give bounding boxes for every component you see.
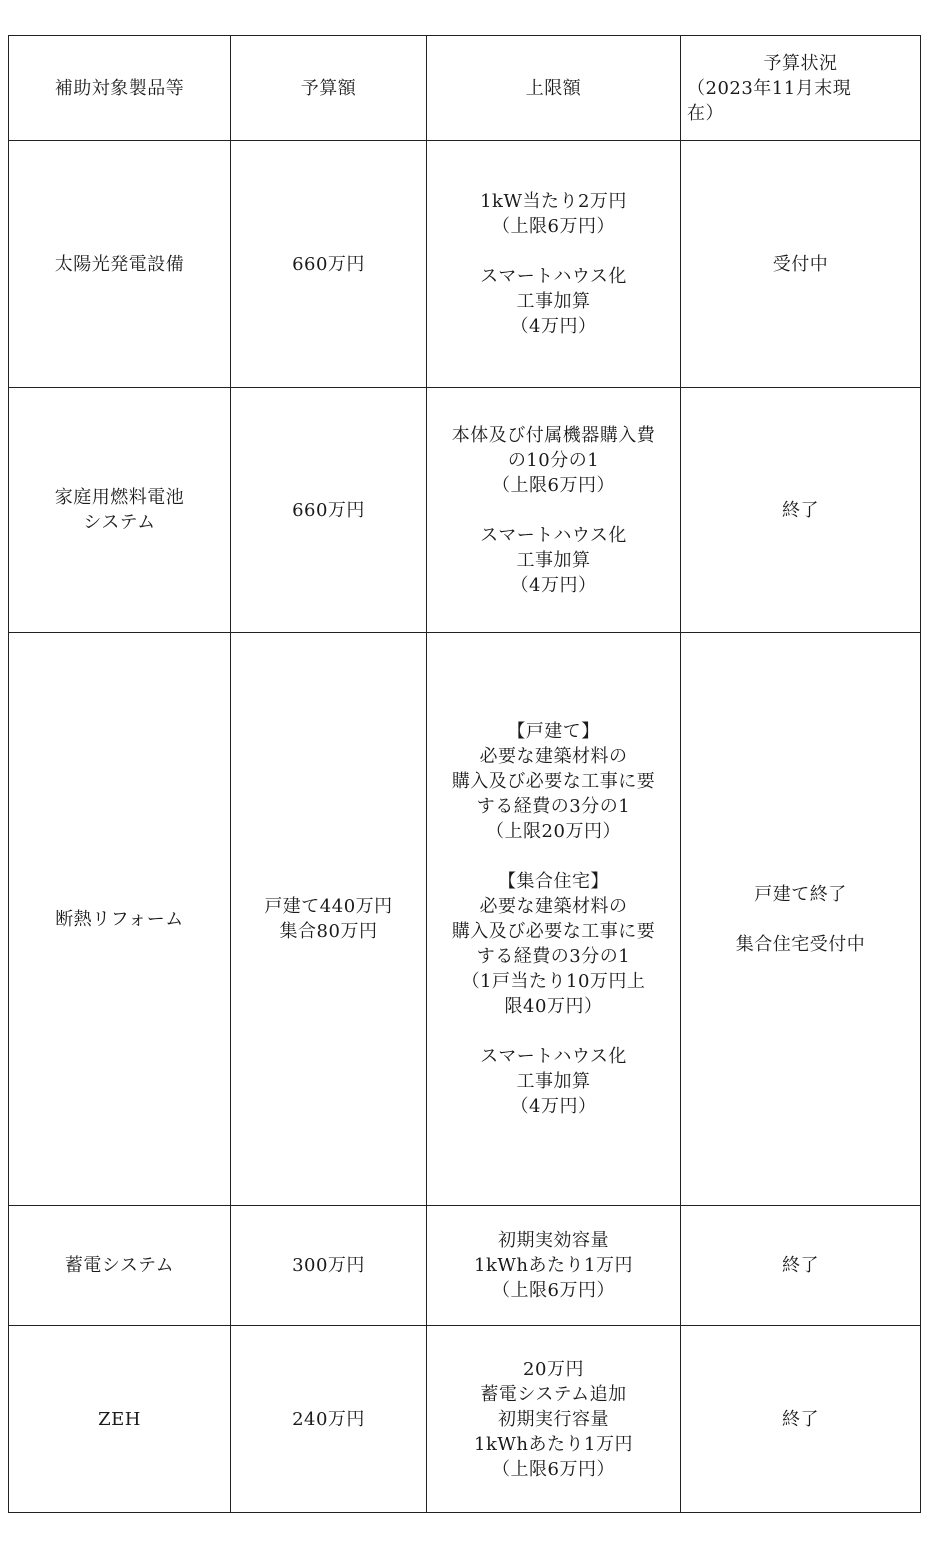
limit-line: する経費の3分の1 [476, 946, 631, 967]
limit-line: 蓄電システム追加 [480, 1383, 627, 1405]
limit-line: スマートハウス化 [480, 1046, 627, 1067]
limit-line: 限40万円） [504, 996, 603, 1017]
header-cell-budget: 予算額 [231, 36, 427, 141]
status-cell-line: 終了 [782, 1408, 819, 1430]
limit-line: 工事加算 [516, 291, 591, 312]
fuel-cell-row [9, 388, 921, 633]
limit-line: 【集合住宅】 [498, 871, 609, 892]
limit-line: （4万円） [510, 574, 597, 596]
limit-line: （4万円） [510, 316, 597, 337]
limit-line: （上限6万円） [492, 1280, 615, 1301]
item-cell [9, 633, 231, 1206]
budget-cell-line: 300万円 [292, 1255, 365, 1276]
status-cell-line: 受付中 [772, 253, 829, 275]
status-cell-line: 終了 [782, 1255, 819, 1276]
limit-line: スマートハウス化 [480, 524, 627, 546]
item-cell [9, 1326, 231, 1513]
subsidy-table [8, 35, 921, 1513]
battery-row [9, 1206, 921, 1326]
limit-cell [427, 633, 681, 1206]
limit-line: 20万円 [523, 1358, 584, 1380]
limit-line: 本体及び付属機器購入費 [451, 424, 656, 446]
header-cell-status [681, 36, 921, 141]
item-cell-line: ZEH [98, 1408, 141, 1430]
solar-row [9, 141, 921, 388]
status-cell [681, 1326, 921, 1513]
limit-line: （上限6万円） [492, 474, 615, 496]
limit-line: 1kWhあたり1万円 [474, 1255, 633, 1276]
limit-line: 工事加算 [516, 549, 591, 571]
limit-cell [427, 1206, 681, 1326]
status-cell-line: 終了 [782, 499, 819, 521]
limit-cell [427, 141, 681, 388]
limit-line: 【戸建て】 [507, 721, 600, 742]
status-cell [681, 388, 921, 633]
limit-line: 必要な建築材料の [479, 746, 628, 767]
budget-cell [231, 1326, 427, 1513]
item-cell [9, 388, 231, 633]
budget-cell [231, 388, 427, 633]
budget-cell [231, 1206, 427, 1326]
item-cell-line: 太陽光発電設備 [54, 253, 185, 275]
budget-cell-line: 660万円 [292, 253, 365, 275]
budget-cell-line: 660万円 [292, 499, 365, 521]
limit-line: （上限6万円） [492, 1458, 615, 1480]
header-cell-limit: 上限額 [427, 36, 681, 141]
status-header-note-line: （2023年11月末現 [687, 77, 852, 99]
item-cell-line: 蓄電システム [64, 1255, 175, 1276]
limit-line: 工事加算 [516, 1071, 591, 1092]
item-cell-line: システム [83, 512, 156, 533]
budget-cell-line: 240万円 [292, 1408, 365, 1430]
item-cell [9, 1206, 231, 1326]
limit-line: 1kW当たり2万円 [480, 191, 627, 212]
limit-line: する経費の3分の1 [476, 796, 631, 817]
limit-line: （4万円） [510, 1096, 597, 1117]
status-cell [681, 141, 921, 388]
limit-line: 必要な建築材料の [479, 896, 628, 917]
limit-line: 購入及び必要な工事に要 [451, 921, 656, 942]
status-header-title: 予算状況 [763, 52, 838, 74]
header-row [9, 36, 921, 141]
budget-cell [231, 633, 427, 1206]
limit-line: （1戸当たり10万円上 [461, 971, 646, 992]
budget-cell-line: 戸建て440万円 [264, 896, 393, 917]
item-cell-line: 家庭用燃料電池 [54, 487, 185, 508]
limit-line: スマートハウス化 [480, 266, 627, 287]
budget-cell [231, 141, 427, 388]
limit-line: 初期実効容量 [498, 1230, 609, 1251]
insulation-row [9, 633, 921, 1206]
limit-line: 購入及び必要な工事に要 [451, 771, 656, 792]
limit-line: の10分の1 [507, 449, 600, 471]
header-cell-item: 補助対象製品等 [9, 36, 231, 141]
limit-cell [427, 388, 681, 633]
status-cell [681, 633, 921, 1206]
budget-cell-line: 集合80万円 [279, 921, 378, 942]
limit-line: 1kWhあたり1万円 [474, 1433, 633, 1455]
status-header-note-line: 在） [687, 102, 724, 124]
limit-line: 初期実行容量 [498, 1408, 609, 1430]
limit-line: （上限20万円） [486, 821, 621, 842]
item-cell [9, 141, 231, 388]
status-cell-line: 集合住宅受付中 [735, 933, 866, 955]
item-cell-line: 断熱リフォーム [55, 908, 184, 930]
limit-line: （上限6万円） [492, 216, 615, 237]
status-cell [681, 1206, 921, 1326]
limit-cell [427, 1326, 681, 1513]
zeh-row [9, 1326, 921, 1513]
status-cell-line: 戸建て終了 [754, 883, 847, 905]
